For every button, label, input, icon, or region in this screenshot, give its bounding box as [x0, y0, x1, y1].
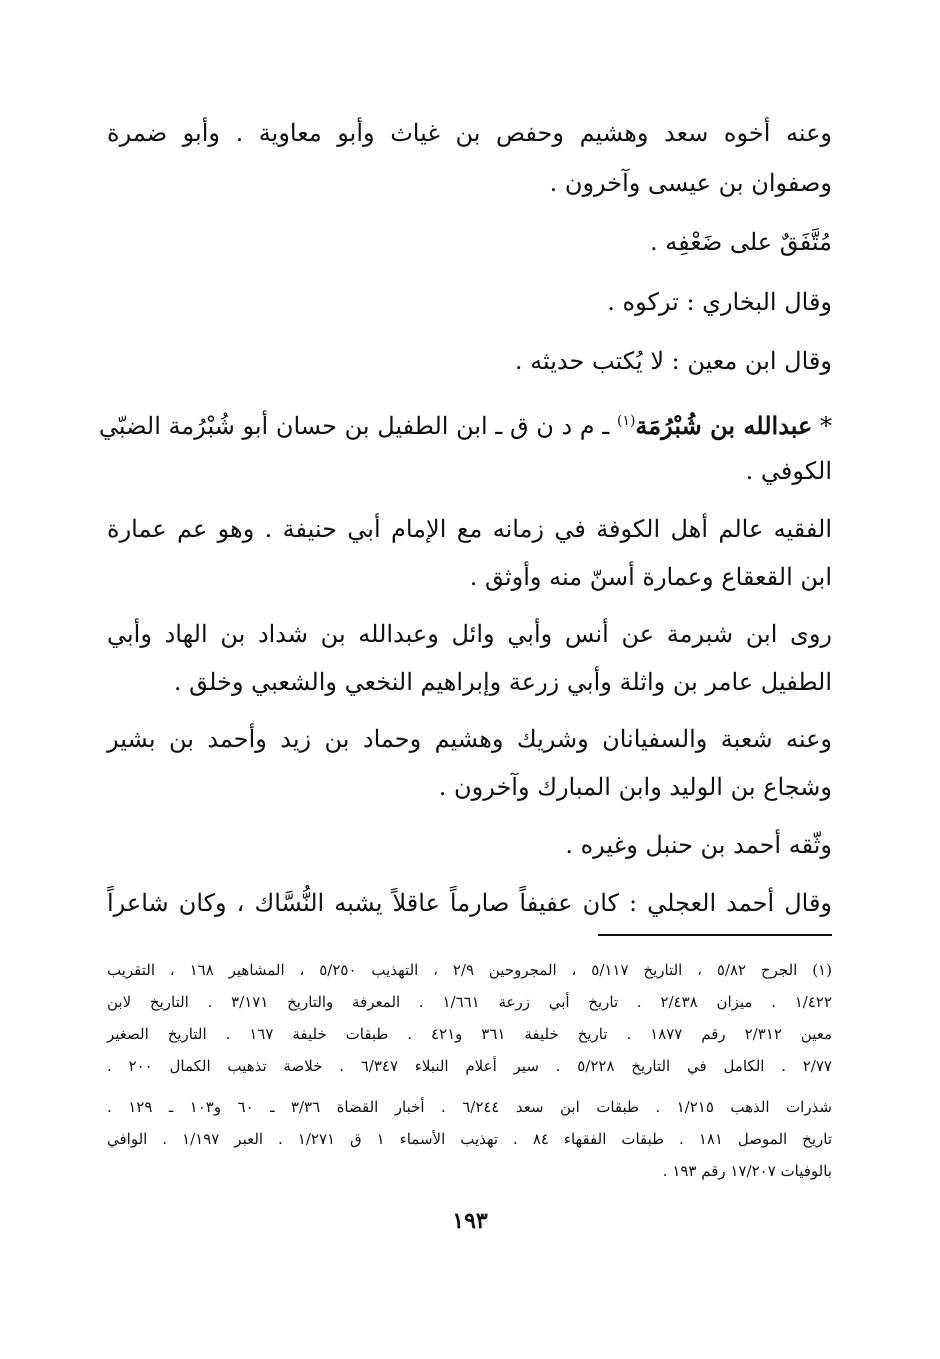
text-line: ابن القعقاع وعمارة أسنّ منه وأوثق .: [469, 563, 832, 591]
text-line: وصفوان بن عيسى وآخرون .: [549, 169, 832, 197]
text-line: وعنه شعبة والسفيانان وشريك وهشيم وحماد بن زيد وأحمد بن بشير: [107, 725, 832, 753]
text-line: روى ابن شبرمة عن أنس وأبي وائل وعبدالله بن شداد بن الهاد وأبي: [107, 620, 832, 648]
text-line: الطفيل عامر بن واثلة وأبي زرعة وإبراهيم النخعي والشعبي وخلق .: [173, 668, 832, 696]
text-line: وقال البخاري : تركوه .: [607, 288, 832, 316]
text-line: الفقيه عالم أهل الكوفة في زمانه مع الإمام أبي حنيفة . وهو عم عمارة: [107, 515, 832, 543]
entry-marker: *: [820, 412, 832, 440]
text-line: وقال ابن معين : لا يُكتب حديثه .: [514, 347, 832, 375]
text-line: الكوفي .: [745, 457, 832, 485]
footnote-line: معين ٢/٣١٢ رقم ١٨٧٧ . تاريخ خليفة ٣٦١ و٤٢١ . طبقات خليفة ١٦٧ . التاريخ الصغير: [107, 1025, 833, 1043]
footnote-line: تاريخ الموصل ١٨١ . طبقات الفقهاء ٨٤ . تهذيب الأسماء ١ ق ١/٢٧١ . العبر ١/١٩٧ . الوافي: [107, 1130, 832, 1148]
footnote-line: ١/٤٢٢ . ميزان ٢/٤٣٨ . تاريخ أبي زرعة ١/٦٦١ . المعرفة والتاريخ ٣/١٧١ . التاريخ لابن: [107, 993, 833, 1011]
footnote-line: (١) الجرح ٥/٨٢ ، التاريخ ٥/١١٧ ، المجروحين ٢/٩ ، التهذيب ٥/٢٥٠ ، المشاهير ١٦٨ ، التقريب: [107, 961, 832, 979]
footnote-line: بالوفيات ١٧/٢٠٧ رقم ١٩٣ .: [662, 1162, 832, 1180]
page-number: ١٩٣: [452, 1208, 488, 1234]
footnote-separator: [598, 934, 832, 936]
text-line: وقال أحمد العجلي : كان عفيفاً صارماً عاقلاً يشبه النُّسَّاك ، وكان شاعراً: [107, 889, 832, 917]
text-line: وثّقه أحمد بن حنبل وغيره .: [565, 831, 832, 859]
footnote-line: ٢/٧٧ . الكامل في التاريخ ٥/٢٢٨ . سير أعلام النبلاء ٦/٣٤٧ . خلاصة تذهيب الكمال ٢٠٠ .: [107, 1057, 832, 1075]
entry-heading-line: [98, 405, 832, 442]
footnote-ref: (١): [616, 413, 636, 429]
text-line: مُتَّفَقٌ على ضَعْفِه .: [649, 228, 832, 256]
text-line: وعنه أخوه سعد وهشيم وحفص بن غياث وأبو معاوية . وأبو ضمرة: [107, 119, 832, 147]
entry-name: عبدالله بن شُبْرُمَة: [635, 411, 813, 440]
footnote-line: شذرات الذهب ١/٢١٥ . طبقات ابن سعد ٦/٢٤٤ . أخبار القضاة ٣/٣٦ ـ ٦٠ و١٠٣ ـ ١٢٩ .: [107, 1098, 833, 1116]
entry-lineage: ـ م د ن ق ـ ابن الطفيل بن حسان أبو شُبْرُمة الضبّي: [98, 412, 610, 440]
text-line: وشجاع بن الوليد وابن المبارك وآخرون .: [438, 773, 832, 801]
